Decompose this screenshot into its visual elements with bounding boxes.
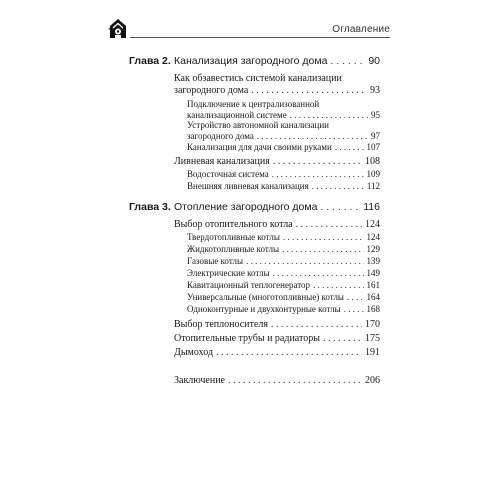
toc-entry-centralized	[187, 111, 380, 120]
toc-entry-boiler-type	[187, 245, 380, 254]
toc-entry-title: Заключение	[174, 375, 225, 386]
toc-entry-chapter-2	[174, 56, 380, 67]
publisher-logo-icon	[107, 16, 129, 40]
toc-entry-drainage-system	[187, 170, 380, 179]
dot-leader	[216, 348, 362, 358]
toc-entry-chimney	[174, 348, 380, 358]
toc-entry-autonomous	[187, 132, 380, 141]
toc-page-number: 109	[366, 169, 380, 179]
chapter-3-label: Глава 3.	[129, 201, 171, 213]
dot-leader	[272, 170, 364, 179]
toc-entry-title: загородного дома	[174, 85, 249, 96]
toc-page-number: 206	[365, 375, 380, 386]
toc-entry-external-storm	[187, 182, 380, 191]
toc-entry-chapter-3	[174, 202, 380, 213]
toc-entry-title: Внешняя ливневая канализация	[187, 181, 309, 191]
toc-entry-autonomous-line1: Устройство автономной канализации	[187, 120, 329, 130]
toc-entry-boiler-type	[187, 257, 380, 266]
dot-leader	[312, 182, 364, 191]
toc-entry-storm-sewage	[174, 157, 380, 167]
toc-entry-boiler-type	[187, 269, 380, 278]
dot-leader	[347, 293, 364, 302]
toc-entry-title: загородного дома	[187, 131, 254, 141]
header-rule	[130, 37, 390, 38]
toc-entry-title: Канализация загородного дома	[174, 55, 328, 67]
toc-entry-title: канализационной системе	[187, 110, 287, 120]
toc-entry-title: Жидкотопливные котлы	[187, 244, 280, 254]
toc-entry-title: Электрические котлы	[187, 268, 270, 278]
toc-page-number: 116	[363, 201, 380, 213]
toc-entry-boiler-type	[187, 233, 380, 242]
toc-page-number: 108	[365, 156, 380, 167]
dot-leader	[290, 111, 368, 120]
dot-leader	[344, 305, 364, 314]
toc-entry-title: Одноконтурные и двухконтурные котлы	[187, 304, 341, 314]
toc-page-number: 97	[371, 131, 380, 141]
toc-entry-dacha-sewage	[187, 143, 380, 152]
running-header-title: Оглавление	[332, 24, 390, 35]
toc-entry-pipes-radiators	[174, 334, 380, 344]
toc-page-number: 129	[366, 244, 380, 254]
toc-entry-title: Ливневая канализация	[174, 156, 270, 167]
toc-entry-centralized-line1: Подключение к централизованной	[187, 99, 320, 109]
toc-entry-sewage-system-line1: Как обзавестись системой канализации	[174, 73, 342, 84]
toc-page-number: 149	[366, 268, 380, 278]
toc-page-number: 95	[371, 110, 380, 120]
toc-entry-conclusion	[174, 376, 380, 386]
toc-entry-title: Универсальные (многотопливные) котлы	[187, 292, 344, 302]
toc-page-number: 90	[368, 55, 380, 67]
toc-entry-boiler-type	[187, 305, 380, 314]
dot-leader	[273, 269, 364, 278]
toc-entry-title: Выбор отопительного котла	[174, 219, 293, 230]
dot-leader	[320, 202, 360, 213]
toc-page-number: 161	[366, 280, 380, 290]
toc-page-number: 168	[366, 304, 380, 314]
toc-page-number: 107	[366, 142, 380, 152]
toc-entry-title: Водосточная система	[187, 169, 269, 179]
dot-leader	[228, 376, 362, 386]
toc-page-number: 93	[370, 85, 380, 96]
toc-entry-sewage-system	[174, 86, 380, 96]
toc-entry-boiler-choice	[174, 220, 380, 230]
dot-leader	[271, 320, 362, 330]
toc-entry-heat-carrier	[174, 320, 380, 330]
dot-leader	[296, 220, 362, 230]
toc-entry-boiler-type	[187, 293, 380, 302]
toc-entry-title: Дымоход	[174, 347, 214, 358]
dot-leader	[257, 132, 368, 141]
toc-page-number: 191	[365, 347, 380, 358]
dot-leader	[330, 56, 365, 67]
toc-page-number: 139	[366, 256, 380, 266]
dot-leader	[323, 334, 362, 344]
toc-entry-title: Твердотопливные котлы	[187, 232, 280, 242]
toc-page-number: 175	[365, 333, 380, 344]
toc-entry-title: Отопительные трубы и радиаторы	[174, 333, 320, 344]
dot-leader	[282, 245, 363, 254]
dot-leader	[273, 157, 362, 167]
dot-leader	[283, 233, 364, 242]
dot-leader	[251, 86, 367, 96]
toc-page-number: 112	[366, 181, 380, 191]
dot-leader	[313, 281, 363, 290]
toc-page-number: 170	[365, 319, 380, 330]
toc-entry-title: Кавитационный теплогенератор	[187, 280, 311, 290]
toc-entry-title: Выбор теплоносителя	[174, 319, 268, 330]
toc-page-number: 124	[366, 232, 380, 242]
toc-page-number: 124	[365, 219, 380, 230]
toc-entry-boiler-type	[187, 281, 380, 290]
toc-entry-title: Отопление загородного дома	[174, 201, 318, 213]
toc-page-number: 164	[366, 292, 380, 302]
chapter-2-label: Глава 2.	[129, 55, 171, 67]
dot-leader	[335, 143, 364, 152]
toc-entry-title: Канализация для дачи своими руками	[187, 142, 332, 152]
dot-leader	[246, 257, 363, 266]
toc-entry-title: Газовые котлы	[187, 256, 244, 266]
